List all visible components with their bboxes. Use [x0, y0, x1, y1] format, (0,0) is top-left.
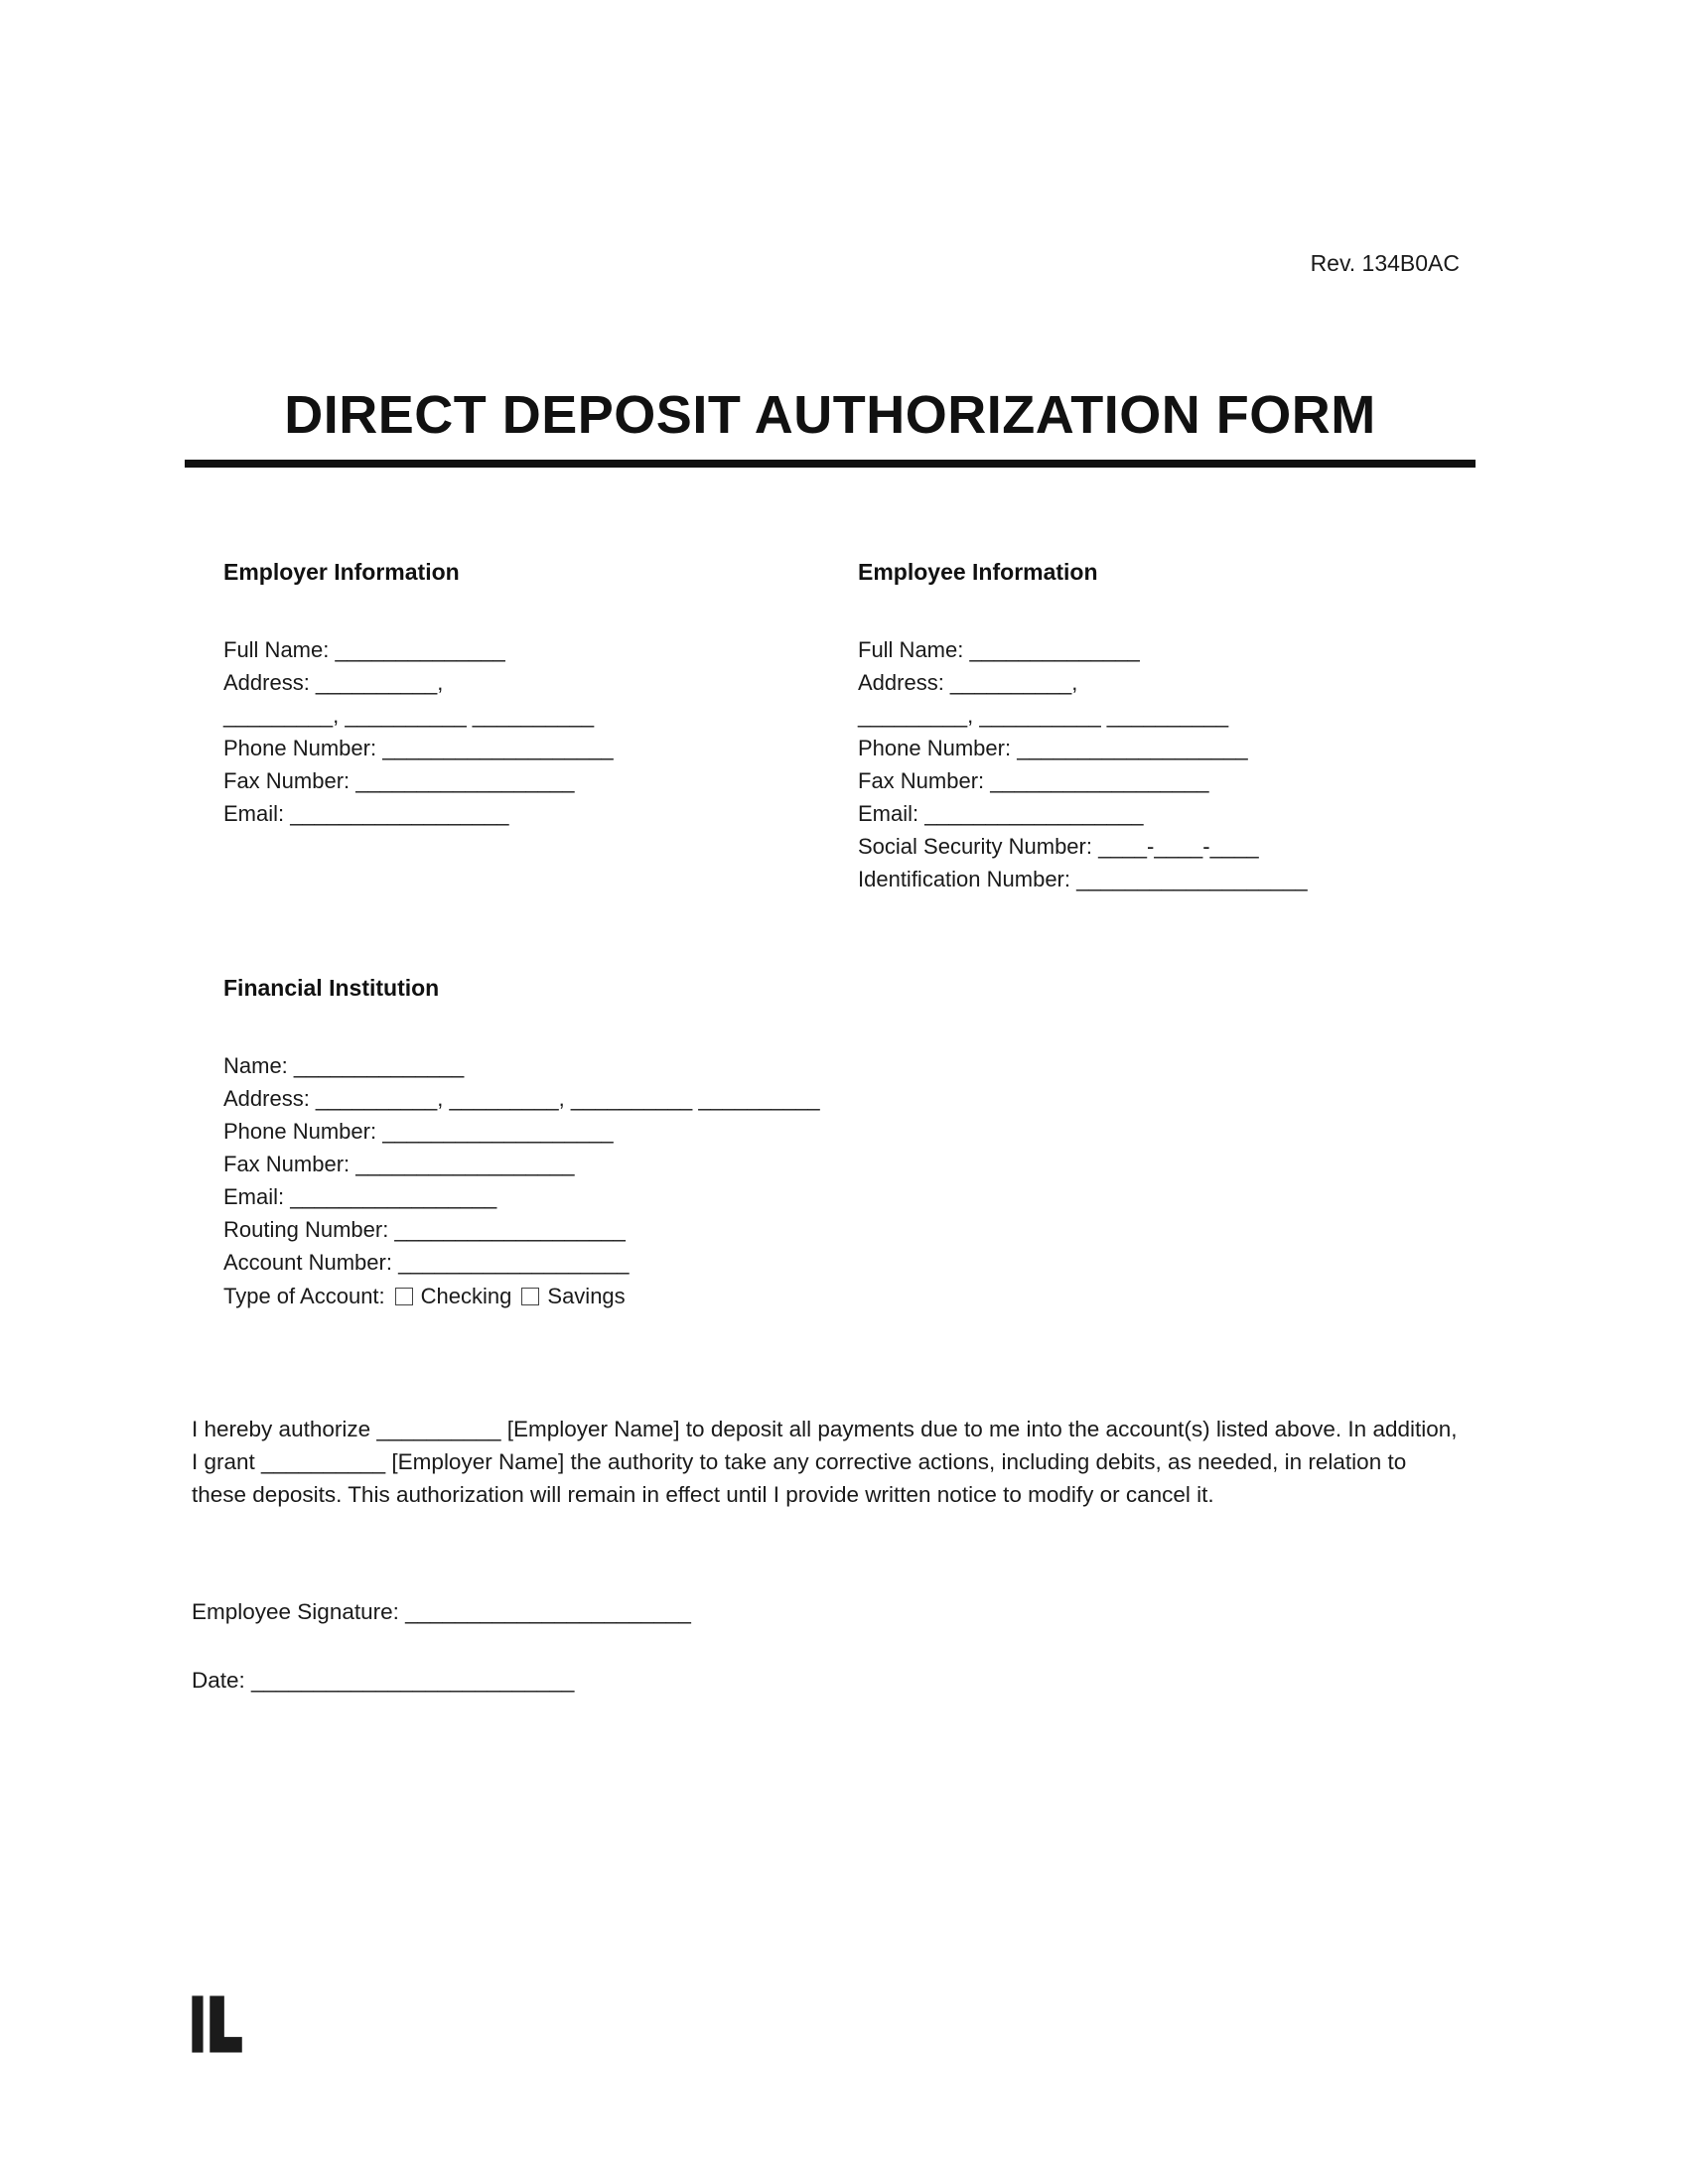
- date-line: Date: __________________________: [192, 1668, 575, 1694]
- employee-heading: Employee Information: [858, 559, 1098, 586]
- employee-address-line: Address: __________,: [858, 670, 1078, 696]
- employee-id-number-line: Identification Number: ___________________: [858, 867, 1308, 892]
- employer-phone-line: Phone Number: ___________________: [223, 736, 614, 761]
- employer-section: [223, 559, 858, 895]
- employee-section: [858, 559, 1553, 895]
- account-type-label: Type of Account:: [223, 1284, 385, 1309]
- financial-email-line: Email: _________________: [223, 1184, 497, 1210]
- savings-option-label: Savings: [547, 1284, 626, 1309]
- info-columns: [223, 559, 1688, 895]
- employee-ssn-line: Social Security Number: ____-____-____: [858, 834, 1259, 860]
- employee-address-line-2: _________, __________ __________: [858, 703, 1229, 729]
- employee-email-line: Email: __________________: [858, 801, 1144, 827]
- financial-heading: Financial Institution: [223, 975, 440, 1002]
- financial-routing-line: Routing Number: ___________________: [223, 1217, 626, 1243]
- savings-checkbox[interactable]: [521, 1288, 539, 1305]
- authorization-paragraph: I hereby authorize __________ [Employer Name] to deposit all payments due to me into the account(s) listed above. In addition, I grant __________ [Employer Name] the authority to take any corrective actions, including debits, as needed, in relation to these deposits. This authorization will remain in effect until I provide written notice to modify or cancel it.: [192, 1417, 1458, 1508]
- financial-fax-line: Fax Number: __________________: [223, 1152, 575, 1177]
- checking-option-label: Checking: [420, 1284, 512, 1309]
- financial-institution-section: [223, 975, 1688, 1313]
- financial-account-line: Account Number: ___________________: [223, 1250, 630, 1276]
- financial-phone-line: Phone Number: ___________________: [223, 1119, 614, 1145]
- account-type-row: [223, 1279, 1688, 1313]
- title-block: [185, 384, 1476, 468]
- employer-fax-line: Fax Number: __________________: [223, 768, 575, 794]
- financial-address-line: Address: __________, _________, __________ __________: [223, 1086, 820, 1112]
- title-divider-rule: [185, 460, 1476, 468]
- employee-fax-line: Fax Number: __________________: [858, 768, 1209, 794]
- document-title: DIRECT DEPOSIT AUTHORIZATION FORM: [284, 385, 1376, 445]
- financial-name-line: Name: ______________: [223, 1053, 465, 1079]
- employer-heading: Employer Information: [223, 559, 460, 586]
- employer-email-line: Email: __________________: [223, 801, 509, 827]
- employer-address-line: Address: __________,: [223, 670, 444, 696]
- employee-signature-line: Employee Signature: _______________________: [192, 1599, 691, 1625]
- employer-address-line-2: _________, __________ __________: [223, 703, 595, 729]
- employee-phone-line: Phone Number: ___________________: [858, 736, 1248, 761]
- employer-full-name-line: Full Name: ______________: [223, 637, 505, 663]
- checking-checkbox[interactable]: [395, 1288, 413, 1305]
- legal-templates-logo-icon: [189, 1993, 244, 2055]
- revision-number: Rev. 134B0AC: [1310, 250, 1460, 276]
- employee-full-name-line: Full Name: ______________: [858, 637, 1140, 663]
